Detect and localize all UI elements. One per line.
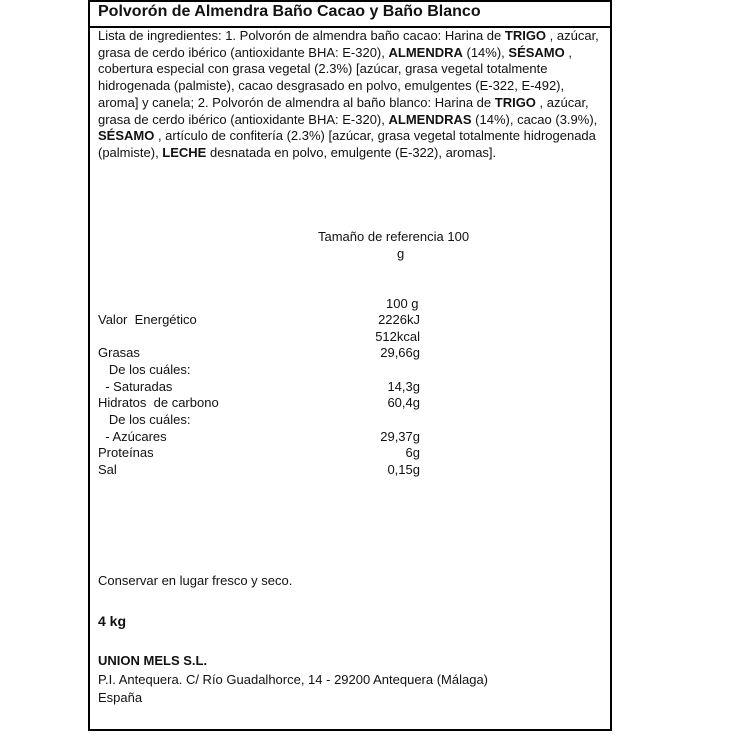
storage-instructions: Conservar en lugar fresco y seco. xyxy=(98,573,293,588)
nutrition-label: Proteínas xyxy=(98,445,154,460)
net-weight: 4 kg xyxy=(98,613,127,629)
nutrition-label: De los cuáles: xyxy=(98,412,191,427)
product-label xyxy=(88,0,612,731)
allergen-text: SÉSAMO xyxy=(98,128,155,144)
nutrition-label: Valor Energético xyxy=(98,312,197,327)
nutrition-label: De los cuáles: xyxy=(98,362,191,377)
ingredient-text: , azúcar, grasa de cerdo ibérico (antioxidante BHA: E-320), xyxy=(98,94,589,127)
nutrition-label: Sal xyxy=(98,462,117,477)
ingredient-text: Lista de ingredientes: 1. Polvorón de almendra baño cacao: Harina de xyxy=(98,28,505,43)
reference-size-line2: g xyxy=(397,246,405,261)
allergen-text: LECHE xyxy=(162,144,207,160)
company-address: P.I. Antequera. C/ Río Guadalhorce, 14 - 29200 Antequera (Málaga) xyxy=(98,672,489,687)
ingredient-text: (14%), cacao (3.9%), xyxy=(471,111,598,127)
nutrition-value: 0,15g xyxy=(387,462,420,477)
nutrition-label: Grasas xyxy=(98,345,140,360)
product-title: Polvorón de Almendra Baño Cacao y Baño Blanco xyxy=(98,3,481,20)
nutrition-value: 29,66g xyxy=(380,345,420,360)
ingredient-text: desnatada en polvo, emulgente (E-322), aromas]. xyxy=(206,144,497,160)
nutrition-label: Hidratos de carbono xyxy=(98,395,219,410)
nutrition-value: 60,4g xyxy=(387,395,420,410)
allergen-text: ALMENDRAS xyxy=(388,111,472,127)
allergen-text: TRIGO xyxy=(504,28,547,43)
nutrition-column-header: 100 g xyxy=(386,296,419,311)
ingredient-text: (14%), xyxy=(462,44,509,60)
allergen-text: SÉSAMO xyxy=(508,44,565,60)
ingredient-text: , azúcar, grasa de cerdo ibérico (antioxidante BHA: E-320), xyxy=(98,28,599,60)
ingredients-text xyxy=(98,28,606,162)
allergen-text: TRIGO xyxy=(494,94,536,110)
nutrition-value: 512kcal xyxy=(375,329,420,344)
nutrition-value: 14,3g xyxy=(387,379,420,394)
nutrition-value: 2226kJ xyxy=(378,312,420,327)
allergen-text: ALMENDRA xyxy=(388,44,463,60)
company-name: UNION MELS S.L. xyxy=(98,653,208,668)
reference-size-line1: Tamaño de referencia 100 xyxy=(318,229,470,244)
nutrition-label: - Saturadas xyxy=(98,379,173,394)
title-bar xyxy=(90,2,610,28)
nutrition-label: - Azúcares xyxy=(98,429,167,444)
ingredient-text: , cobertura especial con grasa vegetal (2.3%) [azúcar, grasa vegetal totalmente hidrogenada (palmiste), cacao desgrasado en polvo, emulgentes (E-322, E-492), aroma] y canela; 2. Polvorón de almendra al baño blanco: Harina de xyxy=(98,44,572,110)
nutrition-value: 29,37g xyxy=(380,429,420,444)
company-country: España xyxy=(98,690,143,705)
nutrition-value: 6g xyxy=(405,445,420,460)
ingredient-text: , artículo de confitería (2.3%) [azúcar, grasa vegetal totalmente hidrogenada (palmiste), xyxy=(98,128,596,160)
